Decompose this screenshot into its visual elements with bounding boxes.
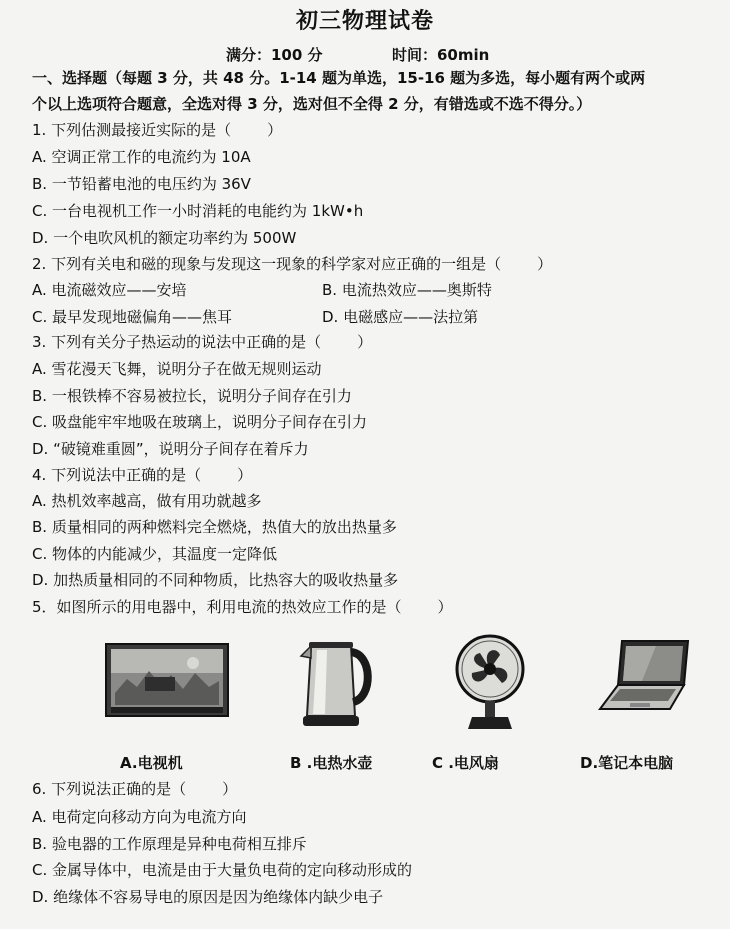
question-5-bracket: ） xyxy=(437,598,453,616)
question-6-option-b: B. 验电器的工作原理是异种电荷相互排斥 xyxy=(32,835,307,853)
question-3-option-d: D. “破镜难重圆”，说明分子间存在着斥力 xyxy=(32,440,309,458)
question-2-bracket: ） xyxy=(537,255,553,273)
laptop-image xyxy=(596,637,692,713)
caption-television: A.电视机 xyxy=(120,754,183,772)
question-4-bracket: ） xyxy=(237,466,253,484)
exam-time: 时间：60min xyxy=(392,46,490,64)
question-3-option-b: B. 一根铁棒不容易被拉长，说明分子间存在引力 xyxy=(32,387,352,405)
exam-title: 初三物理试卷 xyxy=(295,8,434,34)
question-6-option-a: A. 电荷定向移动方向为电流方向 xyxy=(32,808,247,826)
question-1-option-a: A. 空调正常工作的电流约为 10A xyxy=(32,148,251,166)
question-6-stem xyxy=(32,777,722,801)
question-6-option-c: C. 金属导体中，电流是由于大量负电荷的定向移动形成的 xyxy=(32,861,413,879)
caption-laptop: D.笔记本电脑 xyxy=(580,754,674,772)
question-6-text: 6. 下列说法正确的是（ xyxy=(32,780,187,798)
question-4-option-c: C. 物体的内能减少，其温度一定降低 xyxy=(32,545,278,563)
question-2-stem xyxy=(32,252,722,276)
question-3-option-c: C. 吸盘能牢牢地吸在玻璃上，说明分子间存在引力 xyxy=(32,413,368,431)
electric-fan-image xyxy=(450,633,530,731)
question-3-option-a: A. 雪花漫天飞舞，说明分子在做无规则运动 xyxy=(32,360,322,378)
question-2-option-b: B. 电流热效应——奥斯特 xyxy=(322,281,492,299)
television-image xyxy=(105,643,229,717)
question-1-stem xyxy=(32,118,722,142)
question-3-bracket: ） xyxy=(357,333,373,351)
question-1-option-c: C. 一台电视机工作一小时消耗的电能约为 1kW•h xyxy=(32,202,364,220)
question-6-bracket: ） xyxy=(222,780,238,798)
question-4-option-b: B. 质量相同的两种燃料完全燃烧，热值大的放出热量多 xyxy=(32,518,397,536)
question-3-text: 3. 下列有关分子热运动的说法中正确的是（ xyxy=(32,333,322,351)
question-6-option-d: D. 绝缘体不容易导电的原因是因为绝缘体内缺少电子 xyxy=(32,888,384,906)
total-score: 满分：100 分 xyxy=(226,46,323,64)
question-2-options-row1 xyxy=(32,278,722,302)
question-1-text: 1. 下列估测最接近实际的是（ xyxy=(32,121,232,139)
question-3-stem xyxy=(32,330,722,354)
question-1-option-d: D. 一个电吹风机的额定功率约为 500W xyxy=(32,229,297,247)
question-1-bracket: ） xyxy=(267,121,283,139)
section-instructions-line2: 个以上选项符合题意，全选对得 3 分，选对但不全得 2 分，有错选或不选不得分。） xyxy=(32,95,592,113)
section-instructions-line1: 一、选择题（每题 3 分，共 48 分。1-14 题为单选，15-16 题为多选，每小题有两个或两 xyxy=(32,69,646,87)
caption-electric-kettle: B .电热水壶 xyxy=(290,754,373,772)
question-5-text: 5．如图所示的用电器中，利用电流的热效应工作的是（ xyxy=(32,598,402,616)
question-4-text: 4. 下列说法中正确的是（ xyxy=(32,466,202,484)
question-2-options-row2 xyxy=(32,305,722,329)
question-5-stem xyxy=(32,595,722,619)
question-4-stem xyxy=(32,463,722,487)
question-4-option-d: D. 加热质量相同的不同种物质，比热容大的吸收热量多 xyxy=(32,571,399,589)
question-2-option-a: A. 电流磁效应——安培 xyxy=(32,281,187,299)
caption-electric-fan: C .电风扇 xyxy=(432,754,499,772)
electric-kettle-image xyxy=(297,636,379,728)
question-2-option-d: D. 电磁感应——法拉第 xyxy=(322,308,479,326)
question-2-text: 2. 下列有关电和磁的现象与发现这一现象的科学家对应正确的一组是（ xyxy=(32,255,502,273)
question-2-option-c: C. 最早发现地磁偏角——焦耳 xyxy=(32,308,233,326)
question-4-option-a: A. 热机效率越高，做有用功就越多 xyxy=(32,492,262,510)
question-1-option-b: B. 一节铅蓄电池的电压约为 36V xyxy=(32,175,251,193)
